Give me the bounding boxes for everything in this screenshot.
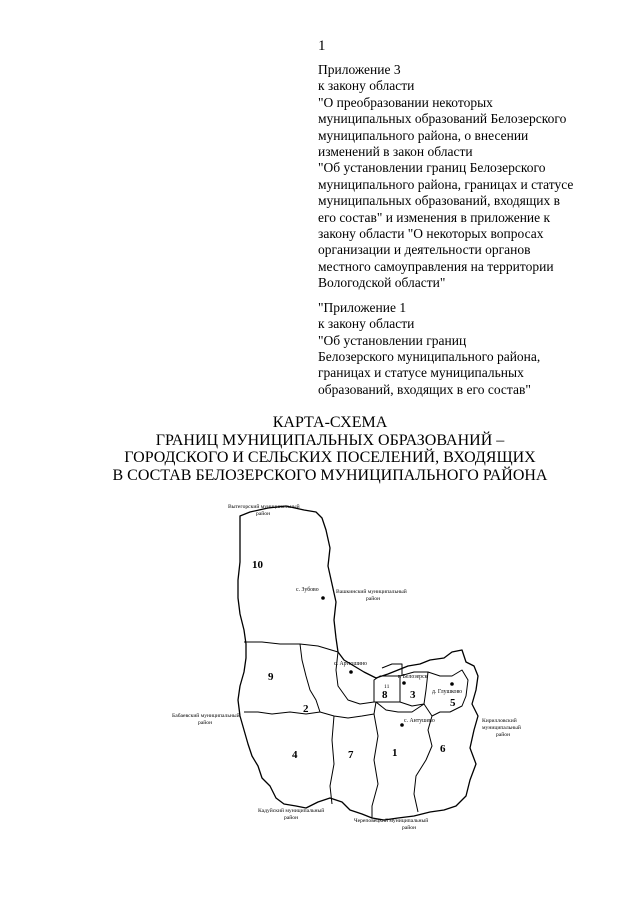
page-number: 1	[318, 38, 326, 54]
region-number-2: 2	[303, 703, 309, 715]
region-number-1: 1	[392, 747, 398, 759]
appendix-line: Приложение 3	[318, 62, 401, 77]
appendix-line: границах и статусе муниципальных	[318, 365, 524, 381]
appendix-line: "Об установлении границ Белозерского	[318, 160, 546, 176]
appendix-line: организации и деятельности органов	[318, 242, 531, 258]
border-9-4	[244, 712, 320, 714]
region-number-6: 6	[440, 743, 446, 755]
neighbor-label-vytegra: Вытегорский муниципальный	[228, 504, 300, 510]
settlement-dot-artyushino	[349, 670, 353, 674]
border-2	[336, 652, 374, 704]
region-number-10: 10	[252, 559, 263, 571]
neighbor-label-vytegra: район	[256, 511, 271, 517]
border-4-7	[330, 716, 334, 804]
neighbor-label-babaevo: район	[198, 720, 213, 726]
appendix-line: муниципального района, границах и статусе	[318, 176, 574, 192]
appendix-line: "Приложение 1	[318, 299, 407, 315]
settlement-dot-zubovo	[321, 596, 325, 600]
settlement-label-glushkovo: д. Глушково	[432, 689, 463, 695]
neighbor-label-cherepovets: Череповецкий муниципальный	[354, 818, 429, 824]
neighbor-label-vashki: Вашкинский муниципальный	[336, 589, 407, 595]
region-number-9: 9	[268, 671, 274, 683]
appendix-line: к закону области	[318, 316, 415, 332]
appendix-line: муниципальных образований Белозерского	[318, 111, 567, 127]
border-2-7	[320, 702, 376, 718]
border-7-1	[372, 714, 378, 818]
neighbor-label-kaduy: Кадуйский муниципальный	[258, 808, 325, 814]
appendix-line: "Об установлении границ	[318, 332, 467, 348]
map-title-line: В СОСТАВ БЕЛОЗЕРСКОГО МУНИЦИПАЛЬНОГО РАЙОНА	[112, 466, 548, 484]
settlement-label-antushevo: с. Антушево	[404, 718, 435, 724]
neighbor-label-kirillov: Кирилловский	[482, 718, 517, 724]
appendix-line: изменений в закон области	[318, 144, 473, 160]
appendix-line: Белозерского муниципального района,	[318, 348, 541, 364]
settlement-label-belozersk: г. Белозерск	[398, 674, 428, 680]
region-number-3: 3	[410, 689, 416, 701]
neighbor-label-babaevo: Бабаевский муниципальный	[172, 713, 240, 719]
neighbor-label-kirillov: муниципальный	[482, 725, 521, 731]
settlement-dot-glushkovo	[450, 682, 454, 686]
settlement-label-zubovo: с. Зубово	[296, 587, 319, 593]
region-number-11: 11	[384, 684, 390, 690]
border-9	[300, 644, 320, 712]
appendix-line: образований, входящих в его состав"	[318, 381, 531, 397]
neighbor-label-cherepovets: район	[402, 825, 417, 831]
region-number-5: 5	[450, 697, 456, 709]
appendix-line: муниципального района, о внесении	[318, 127, 529, 143]
map-title-line: ГОРОДСКОГО И СЕЛЬСКИХ ПОСЕЛЕНИЙ, ВХОДЯЩИХ	[124, 449, 536, 466]
appendix-line: муниципальных образований, входящих в	[318, 193, 560, 209]
border-10	[244, 642, 338, 652]
appendix-line: закону области "О некоторых вопросах	[318, 226, 544, 242]
appendix-line: к закону области	[318, 78, 415, 94]
region-number-8: 8	[382, 689, 388, 701]
appendix-line: "О преобразовании некоторых	[318, 94, 493, 110]
map-title-line: КАРТА-СХЕМА	[272, 414, 388, 431]
appendix-line: Вологодской области"	[318, 275, 446, 291]
appendix-line: его состав" и изменения в приложение к	[318, 209, 551, 225]
region-number-4: 4	[292, 749, 298, 761]
settlement-label-artyushino: с. Артюшино	[334, 661, 367, 667]
map-title-line: ГРАНИЦ МУНИЦИПАЛЬНЫХ ОБРАЗОВАНИЙ –	[155, 431, 505, 449]
settlement-dot-belozersk	[402, 681, 406, 685]
neighbor-label-kirillov: район	[496, 732, 511, 738]
neighbor-label-vashki: район	[366, 596, 381, 602]
region-number-7: 7	[348, 749, 354, 761]
appendix-line: местного самоуправления на территории	[318, 258, 554, 274]
neighbor-label-kaduy: район	[284, 815, 299, 821]
